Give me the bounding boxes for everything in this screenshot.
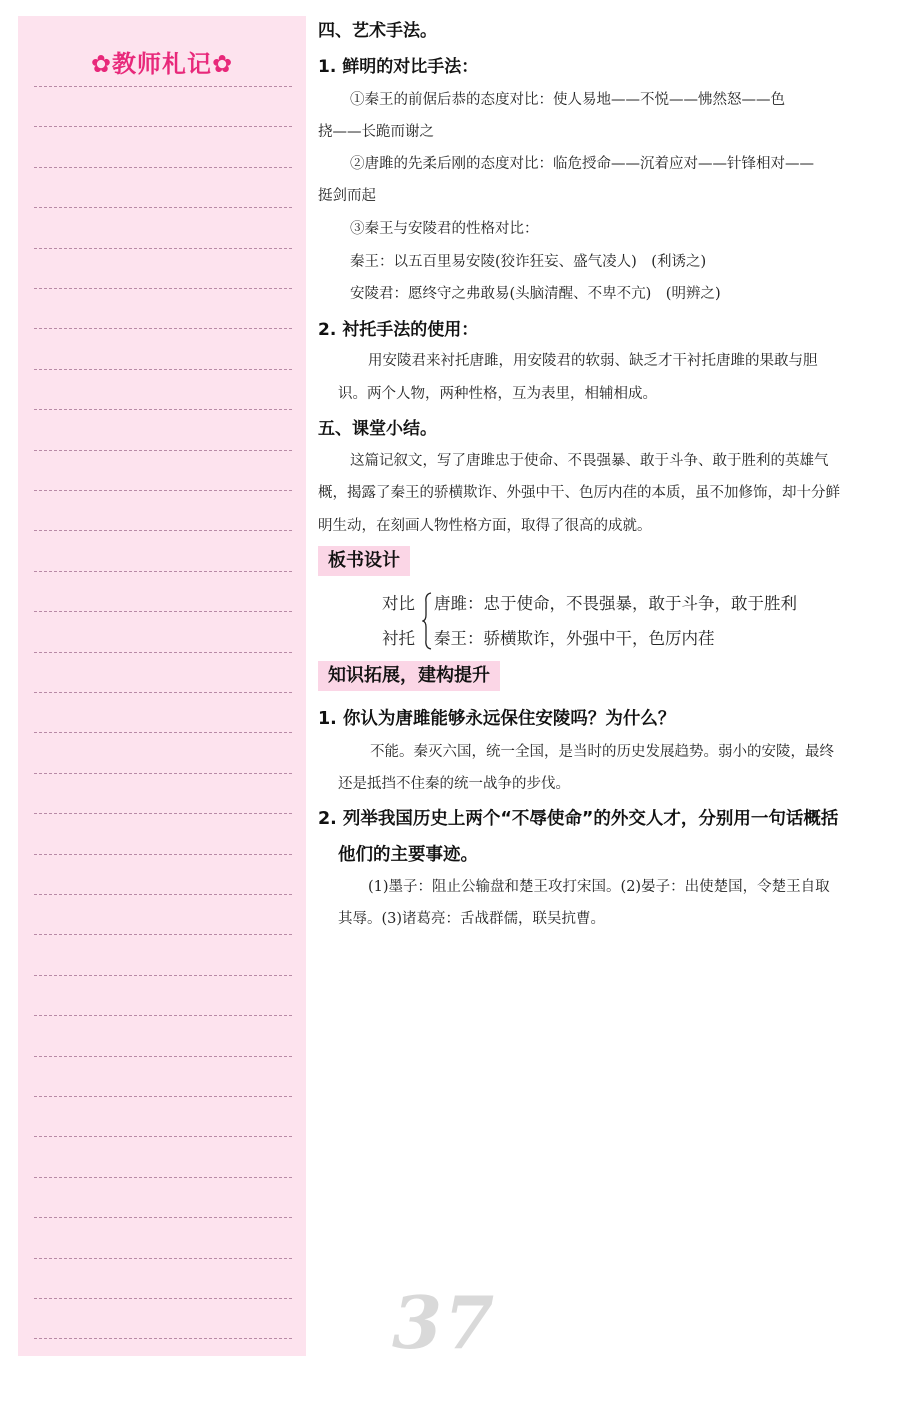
answer-1-line-2: 还是抵挡不住秦的统一战争的步伐。 [338, 776, 570, 792]
note-line [34, 207, 292, 208]
subsection-contrast-title: 1. 鲜明的对比手法： [318, 57, 479, 77]
note-line [34, 1177, 292, 1178]
note-line [34, 1096, 292, 1097]
foil-line-1: 用安陵君来衬托唐雎，用安陵君的软弱、缺乏才干衬托唐雎的果敢与胆 [368, 353, 818, 369]
note-line [34, 773, 292, 774]
page-number: 37 [392, 1280, 497, 1365]
note-line [34, 409, 292, 410]
foil-line-2: 识。两个人物，两种性格，互为表里，相辅相成。 [338, 386, 657, 402]
note-line [34, 894, 292, 895]
board-line-tangju: 唐雎：忠于使命，不畏强暴，敢于斗争，敢于胜利 [434, 594, 797, 613]
section-4-heading: 四、艺术手法。 [318, 21, 437, 41]
note-line [34, 1338, 292, 1339]
note-line [34, 369, 292, 370]
contrast-item-1-line-1: ①秦王的前倨后恭的态度对比：使人易地——不悦——怫然怒——色 [350, 92, 785, 108]
note-line [34, 167, 292, 168]
qin-king-trait: 秦王：以五百里易安陵(狡诈狂妄、盛气凌人) (利诱之) [350, 254, 707, 270]
note-line [34, 732, 292, 733]
summary-line-3: 明生动，在刻画人物性格方面，取得了很高的成就。 [318, 518, 652, 534]
note-line [34, 288, 292, 289]
note-line [34, 1056, 292, 1057]
subsection-foil-title: 2. 衬托手法的使用： [318, 320, 479, 340]
note-line [34, 813, 292, 814]
note-line [34, 328, 292, 329]
note-line [34, 934, 292, 935]
note-line [34, 86, 292, 87]
board-label-contrast: 对比 [382, 594, 415, 613]
anling-trait: 安陵君：愿终守之弗敢易(头脑清醒、不卑不亢) (明辨之) [350, 286, 721, 302]
note-line [34, 611, 292, 612]
summary-line-2: 概，揭露了秦王的骄横欺诈、外强中干、色厉内荏的本质，虽不加修饰，却十分鲜 [318, 485, 840, 501]
answer-1-line-1: 不能。秦灭六国，统一全国，是当时的历史发展趋势。弱小的安陵，最终 [370, 744, 834, 760]
board-label-foil: 衬托 [382, 629, 415, 648]
teacher-notes-sidebar [18, 16, 306, 1356]
note-line [34, 248, 292, 249]
sidebar-title: ✿教师札记✿ [90, 50, 234, 78]
note-line [34, 652, 292, 653]
extension-badge: 知识拓展，建构提升 [318, 661, 500, 691]
question-1: 1. 你认为唐雎能够永远保住安陵吗？为什么？ [318, 709, 676, 729]
board-line-qin: 秦王：骄横欺诈，外强中干，色厉内荏 [434, 629, 715, 648]
note-line [34, 1217, 292, 1218]
answer-2-line-2: 其辱。(3)诸葛亮：舌战群儒，联吴抗曹。 [338, 911, 606, 927]
note-line [34, 126, 292, 127]
note-line [34, 530, 292, 531]
note-line [34, 692, 292, 693]
section-5-heading: 五、课堂小结。 [318, 419, 437, 439]
note-line [34, 450, 292, 451]
note-line [34, 1298, 292, 1299]
note-line [34, 854, 292, 855]
note-line [34, 1136, 292, 1137]
summary-line-1: 这篇记叙文，写了唐雎忠于使命、不畏强暴、敢于斗争、敢于胜利的英雄气 [350, 453, 829, 469]
note-line [34, 1015, 292, 1016]
contrast-item-1-line-2: 挠——长跪而谢之 [318, 124, 434, 140]
contrast-item-2-line-2: 挺剑而起 [318, 188, 376, 204]
board-design-badge: 板书设计 [318, 546, 410, 576]
contrast-item-3: ③秦王与安陵君的性格对比： [350, 221, 539, 237]
note-line [34, 1258, 292, 1259]
note-line [34, 490, 292, 491]
note-line [34, 571, 292, 572]
question-2-line-2: 他们的主要事迹。 [338, 845, 478, 865]
left-brace-icon [422, 592, 432, 650]
question-2-line-1: 2. 列举我国历史上两个“不辱使命”的外交人才，分别用一句话概括 [318, 809, 839, 829]
contrast-item-2-line-1: ②唐雎的先柔后刚的态度对比：临危授命——沉着应对——针锋相对—— [350, 156, 814, 172]
answer-2-line-1: (1)墨子：阻止公输盘和楚王攻打宋国。(2)晏子：出使楚国，令楚王自取 [368, 879, 830, 895]
note-line [34, 975, 292, 976]
